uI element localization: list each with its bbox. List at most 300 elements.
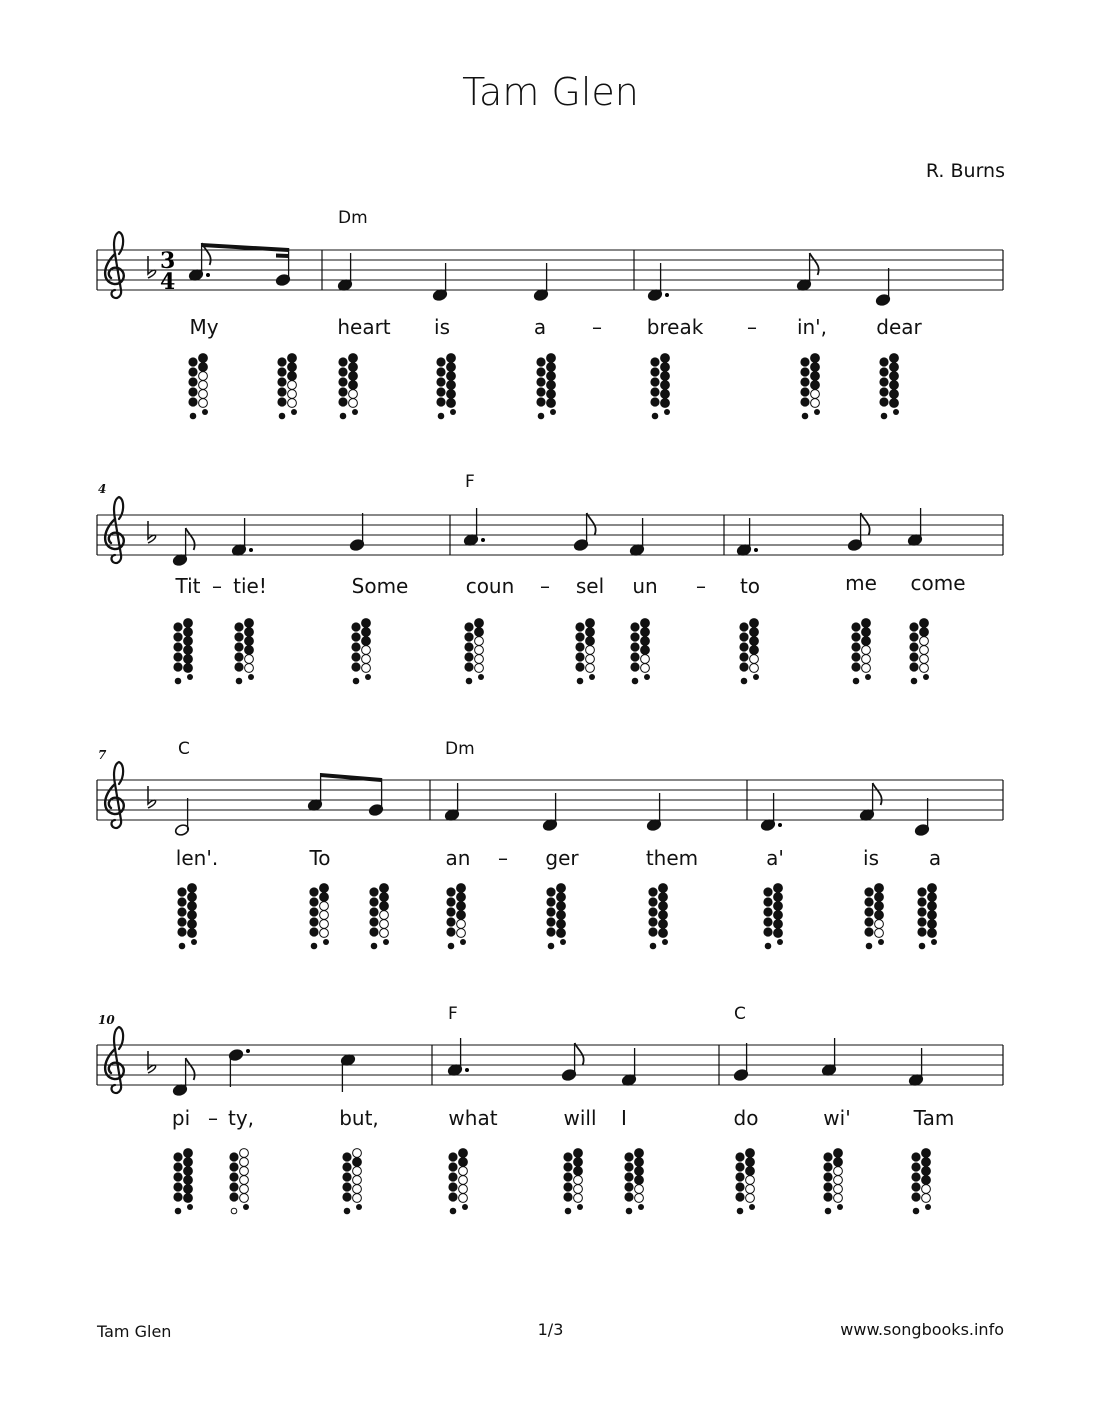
finger-hole xyxy=(875,893,884,902)
finger-hole xyxy=(351,622,360,631)
finger-hole xyxy=(184,1149,193,1158)
finger-hole xyxy=(875,929,884,938)
finger-hole xyxy=(909,642,918,651)
finger-hole xyxy=(735,1172,744,1181)
finger-hole xyxy=(199,354,208,363)
finger-hole xyxy=(277,357,286,366)
finger-hole xyxy=(353,1167,362,1176)
beam xyxy=(276,254,289,259)
finger-hole xyxy=(909,662,918,671)
finger-hole xyxy=(834,1158,843,1167)
finger-hole xyxy=(188,920,197,929)
finger-hole xyxy=(750,646,759,655)
note xyxy=(573,513,595,552)
flat-key-signature xyxy=(148,256,156,278)
finger-hole xyxy=(917,907,926,916)
finger-hole xyxy=(774,893,783,902)
finger-hole xyxy=(879,367,888,376)
finger-hole xyxy=(356,1204,362,1210)
finger-hole xyxy=(446,917,455,926)
treble-clef xyxy=(105,497,124,563)
flag xyxy=(587,513,596,535)
lyric: dear xyxy=(876,315,922,339)
finger-hole xyxy=(575,632,584,641)
finger-hole xyxy=(240,1149,249,1158)
finger-hole xyxy=(234,632,243,641)
finger-hole xyxy=(536,397,545,406)
measure-number: 4 xyxy=(98,482,107,496)
finger-hole xyxy=(834,1167,843,1176)
finger-hole xyxy=(746,1176,755,1185)
finger-hole xyxy=(188,929,197,938)
thumb-hole xyxy=(175,678,181,684)
finger-hole xyxy=(811,399,820,408)
finger-hole xyxy=(864,897,873,906)
finger-hole xyxy=(917,927,926,936)
finger-hole xyxy=(546,927,555,936)
fingering-diagram xyxy=(546,884,566,949)
finger-hole xyxy=(823,1192,832,1201)
finger-hole xyxy=(536,377,545,386)
finger-hole xyxy=(834,1149,843,1158)
finger-hole xyxy=(750,637,759,646)
finger-hole xyxy=(464,662,473,671)
finger-hole xyxy=(184,637,193,646)
lyric: len'. xyxy=(175,846,219,870)
page-title: Tam Glen xyxy=(462,70,639,114)
thumb-hole xyxy=(466,678,472,684)
finger-hole xyxy=(928,911,937,920)
finger-hole xyxy=(823,1172,832,1181)
finger-hole xyxy=(309,897,318,906)
finger-hole xyxy=(448,1152,457,1161)
note xyxy=(907,508,922,547)
lyric: wi' xyxy=(823,1106,851,1130)
fingering-diagram xyxy=(735,1149,755,1214)
finger-hole xyxy=(338,387,347,396)
dot xyxy=(465,1068,469,1072)
finger-hole xyxy=(823,1152,832,1161)
finger-hole xyxy=(245,664,254,673)
finger-hole xyxy=(173,632,182,641)
finger-hole xyxy=(546,907,555,916)
lyric: coun xyxy=(465,574,515,598)
thumb-hole xyxy=(279,413,285,419)
finger-hole xyxy=(750,655,759,664)
finger-hole xyxy=(184,1194,193,1203)
finger-hole xyxy=(309,917,318,926)
finger-hole xyxy=(635,1185,644,1194)
finger-hole xyxy=(349,381,358,390)
finger-hole xyxy=(800,357,809,366)
finger-hole xyxy=(837,1204,843,1210)
finger-hole xyxy=(864,907,873,916)
note xyxy=(796,253,818,292)
finger-hole xyxy=(188,911,197,920)
thumb-hole xyxy=(913,1208,919,1214)
thumb-hole xyxy=(175,1208,181,1214)
dot xyxy=(778,823,782,827)
finger-hole xyxy=(641,619,650,628)
finger-hole xyxy=(288,372,297,381)
fingering-diagram xyxy=(575,619,595,684)
finger-hole xyxy=(638,1204,644,1210)
thumb-hole xyxy=(231,1208,237,1214)
finger-hole xyxy=(624,1172,633,1181)
finger-hole xyxy=(875,884,884,893)
finger-hole xyxy=(922,1194,931,1203)
finger-hole xyxy=(475,655,484,664)
finger-hole xyxy=(277,387,286,396)
finger-hole xyxy=(464,622,473,631)
finger-hole xyxy=(557,929,566,938)
lyric: come xyxy=(910,571,966,595)
finger-hole xyxy=(547,372,556,381)
finger-hole xyxy=(624,1162,633,1171)
finger-hole xyxy=(447,381,456,390)
finger-hole xyxy=(911,1162,920,1171)
thumb-hole xyxy=(340,413,346,419)
note xyxy=(228,1048,250,1087)
lyric: Some xyxy=(351,574,409,598)
note xyxy=(760,793,782,832)
dot xyxy=(246,1049,250,1053)
finger-hole xyxy=(546,897,555,906)
finger-hole xyxy=(911,1182,920,1191)
note xyxy=(231,518,253,557)
finger-hole xyxy=(338,377,347,386)
finger-hole xyxy=(245,619,254,628)
finger-hole xyxy=(547,399,556,408)
thumb-hole xyxy=(311,943,317,949)
finger-hole xyxy=(546,917,555,926)
finger-hole xyxy=(173,1192,182,1201)
lyric: is xyxy=(863,846,879,870)
treble-clef xyxy=(105,1027,124,1093)
finger-hole xyxy=(630,642,639,651)
finger-hole xyxy=(661,381,670,390)
finger-hole xyxy=(659,902,668,911)
finger-hole xyxy=(349,363,358,372)
note xyxy=(172,528,194,567)
finger-hole xyxy=(922,1158,931,1167)
finger-hole xyxy=(890,372,899,381)
finger-hole xyxy=(909,622,918,631)
treble-clef xyxy=(105,762,124,828)
finger-hole xyxy=(277,397,286,406)
finger-hole xyxy=(234,652,243,661)
finger-hole xyxy=(245,646,254,655)
finger-hole xyxy=(890,381,899,390)
finger-hole xyxy=(586,655,595,664)
finger-hole xyxy=(475,637,484,646)
finger-hole xyxy=(351,632,360,641)
finger-hole xyxy=(920,637,929,646)
finger-hole xyxy=(664,409,670,415)
note xyxy=(307,773,322,812)
lyric: – xyxy=(747,315,757,339)
flag xyxy=(186,528,195,550)
finger-hole xyxy=(177,897,186,906)
finger-hole xyxy=(586,646,595,655)
finger-hole xyxy=(184,628,193,637)
finger-hole xyxy=(173,662,182,671)
finger-hole xyxy=(879,387,888,396)
finger-hole xyxy=(173,652,182,661)
lyric: Tam xyxy=(913,1106,955,1130)
finger-hole xyxy=(459,1167,468,1176)
finger-hole xyxy=(288,381,297,390)
finger-hole xyxy=(750,619,759,628)
finger-hole xyxy=(380,893,389,902)
thumb-hole xyxy=(179,943,185,949)
finger-hole xyxy=(447,399,456,408)
finger-hole xyxy=(447,354,456,363)
finger-hole xyxy=(746,1149,755,1158)
fingering-diagram xyxy=(342,1149,362,1214)
finger-hole xyxy=(475,628,484,637)
finger-hole xyxy=(202,409,208,415)
finger-hole xyxy=(925,1204,931,1210)
finger-hole xyxy=(436,387,445,396)
lyric: a xyxy=(533,315,547,339)
note xyxy=(847,513,869,552)
finger-hole xyxy=(879,377,888,386)
time-signature-bottom: 4 xyxy=(160,269,176,295)
finger-hole xyxy=(641,637,650,646)
finger-hole xyxy=(323,939,329,945)
finger-hole xyxy=(547,381,556,390)
finger-hole xyxy=(288,390,297,399)
finger-hole xyxy=(574,1176,583,1185)
finger-hole xyxy=(349,399,358,408)
finger-hole xyxy=(362,619,371,628)
finger-hole xyxy=(641,646,650,655)
finger-hole xyxy=(909,652,918,661)
fingering-diagram xyxy=(309,884,329,949)
measure-number: 10 xyxy=(98,1013,115,1027)
finger-hole xyxy=(436,367,445,376)
fingering-diagram xyxy=(446,884,466,949)
finger-hole xyxy=(187,674,193,680)
finger-hole xyxy=(875,902,884,911)
finger-hole xyxy=(864,927,873,936)
finger-hole xyxy=(746,1194,755,1203)
finger-hole xyxy=(574,1167,583,1176)
finger-hole xyxy=(177,927,186,936)
finger-hole xyxy=(457,902,466,911)
finger-hole xyxy=(811,354,820,363)
thumb-hole xyxy=(577,678,583,684)
finger-hole xyxy=(243,1204,249,1210)
note xyxy=(542,793,557,832)
finger-hole xyxy=(353,1158,362,1167)
fingering-diagram xyxy=(650,354,670,419)
finger-hole xyxy=(641,655,650,664)
thumb-hole xyxy=(450,1208,456,1214)
finger-hole xyxy=(589,674,595,680)
fingering-diagram xyxy=(800,354,820,419)
thumb-hole xyxy=(765,943,771,949)
finger-hole xyxy=(563,1162,572,1171)
finger-hole xyxy=(563,1152,572,1161)
finger-hole xyxy=(351,662,360,671)
finger-hole xyxy=(188,884,197,893)
finger-hole xyxy=(563,1192,572,1201)
finger-hole xyxy=(862,619,871,628)
finger-hole xyxy=(446,927,455,936)
finger-hole xyxy=(353,1194,362,1203)
finger-hole xyxy=(774,884,783,893)
finger-hole xyxy=(320,929,329,938)
finger-hole xyxy=(909,632,918,641)
finger-hole xyxy=(811,372,820,381)
finger-hole xyxy=(353,1185,362,1194)
lyric: – xyxy=(212,574,222,598)
finger-hole xyxy=(184,664,193,673)
finger-hole xyxy=(459,1158,468,1167)
finger-hole xyxy=(240,1176,249,1185)
finger-hole xyxy=(811,363,820,372)
lyric: ger xyxy=(545,846,579,870)
finger-hole xyxy=(309,907,318,916)
thumb-hole xyxy=(737,1208,743,1214)
finger-hole xyxy=(245,628,254,637)
fingering-diagram xyxy=(911,1149,931,1214)
finger-hole xyxy=(342,1172,351,1181)
finger-hole xyxy=(911,1152,920,1161)
finger-hole xyxy=(459,1176,468,1185)
finger-hole xyxy=(536,387,545,396)
finger-hole xyxy=(457,893,466,902)
finger-hole xyxy=(229,1182,238,1191)
thumb-hole xyxy=(911,678,917,684)
finger-hole xyxy=(245,637,254,646)
note xyxy=(533,263,548,302)
finger-hole xyxy=(661,372,670,381)
finger-hole xyxy=(199,363,208,372)
finger-hole xyxy=(661,363,670,372)
finger-hole xyxy=(774,929,783,938)
finger-hole xyxy=(630,652,639,661)
finger-hole xyxy=(234,642,243,651)
finger-hole xyxy=(229,1172,238,1181)
finger-hole xyxy=(739,662,748,671)
finger-hole xyxy=(922,1167,931,1176)
finger-hole xyxy=(662,939,668,945)
finger-hole xyxy=(188,357,197,366)
note xyxy=(172,1058,194,1097)
finger-hole xyxy=(659,911,668,920)
finger-hole xyxy=(188,893,197,902)
dot xyxy=(249,548,253,552)
finger-hole xyxy=(550,409,556,415)
finger-hole xyxy=(911,1172,920,1181)
finger-hole xyxy=(475,664,484,673)
finger-hole xyxy=(173,1182,182,1191)
finger-hole xyxy=(931,939,937,945)
finger-hole xyxy=(851,622,860,631)
lyric: sel xyxy=(575,574,605,598)
finger-hole xyxy=(862,637,871,646)
finger-hole xyxy=(277,367,286,376)
finger-hole xyxy=(878,939,884,945)
lyric: will xyxy=(563,1106,597,1130)
finger-hole xyxy=(635,1167,644,1176)
finger-hole xyxy=(288,399,297,408)
finger-hole xyxy=(436,377,445,386)
fingering-diagram xyxy=(851,619,871,684)
note xyxy=(621,1048,636,1087)
thumb-hole xyxy=(448,943,454,949)
fingering-diagram xyxy=(338,354,358,419)
finger-hole xyxy=(369,897,378,906)
finger-hole xyxy=(659,920,668,929)
flag xyxy=(873,783,882,805)
finger-hole xyxy=(380,911,389,920)
website-link[interactable]: www.songbooks.info xyxy=(840,1320,1004,1339)
finger-hole xyxy=(383,939,389,945)
finger-hole xyxy=(890,363,899,372)
note xyxy=(733,1043,748,1082)
finger-hole xyxy=(851,632,860,641)
beam xyxy=(202,243,289,252)
flag xyxy=(186,1058,195,1080)
finger-hole xyxy=(457,920,466,929)
finger-hole xyxy=(917,887,926,896)
finger-hole xyxy=(586,637,595,646)
thumb-hole xyxy=(344,1208,350,1214)
finger-hole xyxy=(234,662,243,671)
finger-hole xyxy=(380,884,389,893)
finger-hole xyxy=(448,1182,457,1191)
finger-hole xyxy=(659,893,668,902)
thumb-hole xyxy=(741,678,747,684)
note xyxy=(736,518,758,557)
finger-hole xyxy=(641,628,650,637)
finger-hole xyxy=(746,1167,755,1176)
finger-hole xyxy=(349,354,358,363)
finger-hole xyxy=(635,1176,644,1185)
dot xyxy=(206,273,210,277)
thumb-hole xyxy=(650,943,656,949)
finger-hole xyxy=(917,897,926,906)
finger-hole xyxy=(851,642,860,651)
finger-hole xyxy=(380,920,389,929)
finger-hole xyxy=(920,619,929,628)
lyric: tie! xyxy=(233,574,267,598)
finger-hole xyxy=(920,655,929,664)
finger-hole xyxy=(184,655,193,664)
chord-label: F xyxy=(465,472,475,492)
finger-hole xyxy=(574,1185,583,1194)
finger-hole xyxy=(739,632,748,641)
fingering-diagram xyxy=(879,354,899,419)
finger-hole xyxy=(911,1192,920,1201)
finger-hole xyxy=(177,887,186,896)
lyric: do xyxy=(733,1106,759,1130)
finger-hole xyxy=(557,884,566,893)
chord-label: C xyxy=(178,739,190,759)
finger-hole xyxy=(834,1194,843,1203)
thumb-hole xyxy=(236,678,242,684)
finger-hole xyxy=(188,902,197,911)
lyric: a xyxy=(928,846,942,870)
finger-hole xyxy=(457,884,466,893)
finger-hole xyxy=(240,1185,249,1194)
thumb-hole xyxy=(538,413,544,419)
thumb-hole xyxy=(825,1208,831,1214)
